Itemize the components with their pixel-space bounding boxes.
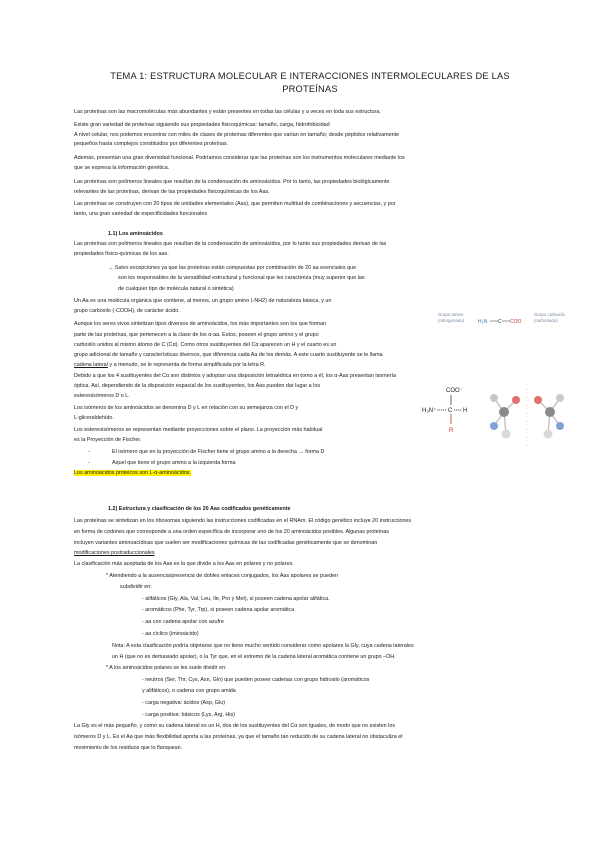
section1-line: es la Proyección de Fischer. <box>74 437 142 443</box>
title-line: TEMA 1: ESTRUCTURA MOLECULAR E INTERACCIONES INTERMOLECULARES DE LAS <box>110 71 510 81</box>
section1-line: son los responsables de la versatilidad estructural y funcional que les caracteriza (muy superior que las <box>118 275 365 281</box>
section2-line: un H (que no es demasiado apolar), o la Tyr que, en el extremo de la cadena lateral aromática contiene un grupo –OH. <box>112 654 396 660</box>
section1-line: Las proteínas son polímeros lineales que resultan de la condensación de aminoácidos, por lo tanto sus propiedades derivan de las <box>74 241 387 247</box>
section2-line: en forma de codones que corresponde a una orden específica de incorporar uno de los 20 aminoácidos posibles. Algunas proteínas <box>74 529 389 535</box>
section1-line: Un Aa es una molécula orgánica que contiene, al menos, un grupo amino (-NH2) de naturaleza básica, y un <box>74 298 332 304</box>
intro-line: Existe gran variedad de proteínas siguiendo sus propiedades fisicoquímicas: tamaño, carga, hidrofobicidad <box>74 122 330 128</box>
coo-label: COO⁻ <box>446 388 463 394</box>
section2-line: Nota: A esta clasificación podría objetarse que no tiene mucho sentido considerar como apolares la Gly, cuya cadena laterales <box>112 643 414 649</box>
ball-stick-figure <box>484 378 574 458</box>
section2-line: Las proteínas se sintetizan en los ribosomas siguiendo las instrucciones codificadas en el RNAm. El código genético incluye 20 instrucciones <box>74 518 412 524</box>
atom <box>534 396 542 404</box>
section1-line: El isómero que en la proyección de Fischer tiene el grupo amino a la derecha → forma D <box>112 449 325 455</box>
section2-line: subdividir en: <box>120 584 152 590</box>
section1-line <box>74 361 265 369</box>
carboxyl-group-label: COO <box>510 319 522 325</box>
section2-line: - neutros (Ser, Thr, Cys, Asn, Gln) que pueden poseer cadenas con grupo hidroxilo (aromáticos <box>142 677 370 683</box>
carbon-label: C <box>498 319 502 325</box>
amine-group-label: H₂N <box>478 319 488 325</box>
section2-line: - aa con cadena apolar con azufre <box>142 619 224 625</box>
section2-line: - alifáticos (Gly, Ala, Val, Leu, Ile, Pro y Met), si poseen cadena apolar alifática. <box>142 596 330 602</box>
intro-line: relevantes de las proteínas, derivan de las propiedades fisicoquímicas de los Aas. <box>74 189 270 195</box>
atom <box>556 394 564 402</box>
section2-line: - carga negativa: ácidos (Asp, Glu) <box>142 700 225 706</box>
atom <box>556 422 564 430</box>
page-title <box>100 70 520 96</box>
section1-line: de cualquier tipo de molécula natural o sintética) <box>118 286 234 292</box>
section1-line: estereoisómeros D o L. <box>74 393 130 399</box>
intro-line: tanto, una gran variedad de especificidades funcionales <box>74 211 208 217</box>
intro-line: que se expresa la información genética. <box>74 165 170 171</box>
intro-line: Las proteínas son polímeros lineales que resultan de la condensación de aminoácidos. Por lo tanto, las propiedades biológicamente <box>74 179 390 185</box>
section2-line: - carga positiva: básicos (Lys, Arg, His) <box>142 712 235 718</box>
fischer-projection-figure <box>418 380 482 460</box>
section1-text: grupo adicional de tamaño y características diversos, que diferencia cada Aa de los demás. A este cuarto sustituyente se le llama <box>74 352 383 358</box>
intro-line: Las proteínas se construyen con 20 tipos de unidades elementales (Aas), que permiten multitud de combinaciones y secuencias, y por <box>74 201 396 207</box>
atom <box>490 422 498 430</box>
section1-line: L-gliceraldehído. <box>74 415 114 421</box>
bullet-marker: - <box>88 449 90 455</box>
r-label: R <box>449 428 454 434</box>
amine-label: H₃N⁺ <box>422 408 437 414</box>
section2-line: movimiento de los residuos que lo flanquean. <box>74 745 183 751</box>
section1-line: Los estereoisómeros se representan mediante proyecciones sobre el plano. La proyección más habitual <box>74 427 323 433</box>
section1-line: Debido a que los 4 sustituyentes del Cα son distintos y adoptan una disposición tetraédrica en torno a él, los α-Aas presentan isomería <box>74 373 397 379</box>
intro-line: A nivel celular, nos podemos encontrar con miles de clases de proteínas diferentes que varían en tamaño; desde péptidos relativamente <box>74 132 400 138</box>
section-heading: 1.2) Estructura y clasificación de los 20 Aas codificados genéticamente <box>108 506 291 512</box>
bullet-marker: - <box>88 460 90 466</box>
section1-line <box>74 351 383 359</box>
h-label: H <box>463 408 468 414</box>
title-line: PROTEÍNAS <box>282 84 338 94</box>
section1-line <box>74 469 191 477</box>
section1-line: Los isómeros de los aminoácidos se denomina D y L en relación con su semejanza con el D y <box>74 405 299 411</box>
section1-line: Aquel que tiene el grupo amino a la izquierda forma <box>112 460 236 466</box>
section2-line: - aa cíclico (iminoácido) <box>142 631 199 637</box>
aminoacid-figure <box>436 306 576 338</box>
section2-line: - aromáticos (Phe, Tyr, Trp), si poseen cadena apolar aromática <box>142 607 295 613</box>
section2-line <box>74 549 155 557</box>
figure-label: Grupo amino <box>438 312 464 317</box>
figure-label: Grupo carboxilo <box>534 312 565 317</box>
section1-line: carboxilo unidos al mismo átomo de C (Cα). Como otros sustituyentes del Cα aparecen un H y el cuarto es un <box>74 342 337 348</box>
section2-line: La Gly es el más pequeño, y como su cadena lateral es un H, dos de los sustituyentes del Cα son iguales, de modo que no existen los <box>74 723 396 729</box>
section2-line: La clasificación más aceptada de los Aas es la que divide a los Aas en polares y no polares. <box>74 561 294 567</box>
intro-line: Además, presentan una gran diversidad funcional. Podríamos considerar que las proteínas son los instrumentos moleculares mediante los <box>74 155 405 161</box>
section1-line: Aunque los seres vivos sintetizan tipos diversos de aminoácidos, los más importantes son los que forman <box>74 321 326 327</box>
carbon-atom <box>545 407 555 417</box>
figure-label: (nitrogenado) <box>438 318 465 323</box>
intro-line: pequeños hasta complejos constituidos por diferentes proteínas. <box>74 141 229 147</box>
section1-text: y a menudo, se le representa de forma simplificada por la letra R. <box>109 362 266 368</box>
atom <box>502 430 511 439</box>
section-heading: 1.1) Los aminoácidos <box>108 231 163 237</box>
atom <box>490 394 498 402</box>
intro-line: Las proteínas son las macromoléculas más abundantes y están presentes en todas las células y a veces en toda sus estructura. <box>74 109 381 115</box>
cadena-lateral-term: cadena lateral <box>74 362 108 368</box>
section2-line: * A los aminoácidos polares se les suele dividir en: <box>106 665 227 671</box>
section1-line: parte de las proteínas, que pertenecen a la clase de los α-aa. Estos, poseen el grupo amino y el grupo <box>74 332 319 338</box>
section1-line: grupo carboxilo (-COOH), de carácter ácido. <box>74 308 180 314</box>
section1-line: óptica. Así, dependiendo de la disposición espacial de los sustituyentes, los Aas pueden dar lugar a los <box>74 383 321 389</box>
carbon-atom <box>499 407 509 417</box>
section1-line: → Salvo excepciones ya que las proteínas están compuestas por combinación de 20 aa esenciales que <box>108 265 357 271</box>
carbon-label: C <box>448 408 453 414</box>
section2-line: incluyen variantes aminoacídicas que suelen ser modificaciones químicas de las codificadas genéticamente que se denominan <box>74 540 378 546</box>
section2-line: * Atendiendo a la ausencia/presencia de dobles enlaces conjugados, los Aas apolares se pueden <box>106 573 338 579</box>
section1-line: propiedades físico-químicas de los aas. <box>74 251 169 257</box>
section2-line: isómeros D y L. Es el Aa que más flexibilidad aporta a las proteínas, ya que el tamaño tan reducido de su cadena lateral no obstaculiza el <box>74 734 403 740</box>
atom <box>544 430 553 439</box>
figure-label: (carbonado) <box>534 318 558 323</box>
section2-line: y alifáticos), o cadena con grupo amida <box>142 688 236 694</box>
highlighted-text: Los aminoácidos proteicos son L-α-aminoácidos. <box>74 470 191 476</box>
modificaciones-term: modificaciones postraduccionales <box>74 550 155 556</box>
atom <box>512 396 520 404</box>
